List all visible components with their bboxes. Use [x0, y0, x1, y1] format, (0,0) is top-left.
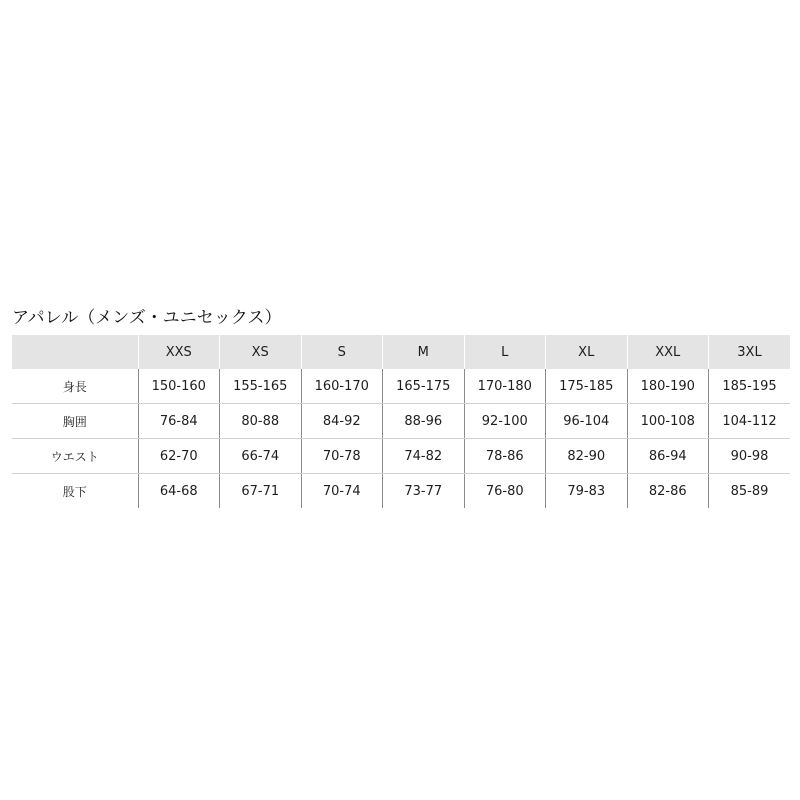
table-cell: 67-71	[220, 474, 302, 509]
table-cell: 80-88	[220, 404, 302, 439]
table-cell: 85-89	[709, 474, 791, 509]
table-row-waist	[12, 439, 790, 474]
table-cell: 74-82	[383, 439, 465, 474]
table-cell: 90-98	[709, 439, 791, 474]
table-cell: 92-100	[464, 404, 546, 439]
table-cell: 70-74	[301, 474, 383, 509]
table-cell: 79-83	[546, 474, 628, 509]
table-row-height	[12, 369, 790, 404]
table-cell: 73-77	[383, 474, 465, 509]
table-cell: 180-190	[627, 369, 709, 404]
table-cell: 64-68	[138, 474, 220, 509]
table-row-chest	[12, 404, 790, 439]
table-cell: 78-86	[464, 439, 546, 474]
table-cell: 66-74	[220, 439, 302, 474]
size-header-m: M	[383, 335, 465, 369]
size-header-xl: XL	[546, 335, 628, 369]
table-row-inseam	[12, 474, 790, 509]
table-cell: 62-70	[138, 439, 220, 474]
size-chart-table	[12, 335, 790, 508]
table-cell: 170-180	[464, 369, 546, 404]
table-cell: 70-78	[301, 439, 383, 474]
size-header-s: S	[301, 335, 383, 369]
table-cell: 86-94	[627, 439, 709, 474]
size-header-xs: XS	[220, 335, 302, 369]
table-cell: 76-84	[138, 404, 220, 439]
table-cell: 100-108	[627, 404, 709, 439]
table-cell: 175-185	[546, 369, 628, 404]
table-cell: 76-80	[464, 474, 546, 509]
corner-cell	[12, 335, 138, 369]
table-cell: 155-165	[220, 369, 302, 404]
size-header-row	[12, 335, 790, 369]
table-cell: 96-104	[546, 404, 628, 439]
table-cell: 82-86	[627, 474, 709, 509]
row-label-chest: 胸囲	[12, 404, 138, 439]
table-cell: 88-96	[383, 404, 465, 439]
table-cell: 150-160	[138, 369, 220, 404]
table-cell: 84-92	[301, 404, 383, 439]
table-cell: 185-195	[709, 369, 791, 404]
row-label-waist: ウエスト	[12, 439, 138, 474]
table-cell: 160-170	[301, 369, 383, 404]
row-label-inseam: 股下	[62, 484, 87, 499]
size-header-3xl: 3XL	[709, 335, 791, 369]
table-cell: 165-175	[383, 369, 465, 404]
size-header-xxl: XXL	[627, 335, 709, 369]
row-label-height: 身長	[12, 369, 138, 404]
size-header-xxs: XXS	[138, 335, 220, 369]
table-cell: 104-112	[709, 404, 791, 439]
size-header-l: L	[464, 335, 546, 369]
size-chart-title: アパレル（メンズ・ユニセックス）	[12, 308, 282, 328]
table-cell: 82-90	[546, 439, 628, 474]
